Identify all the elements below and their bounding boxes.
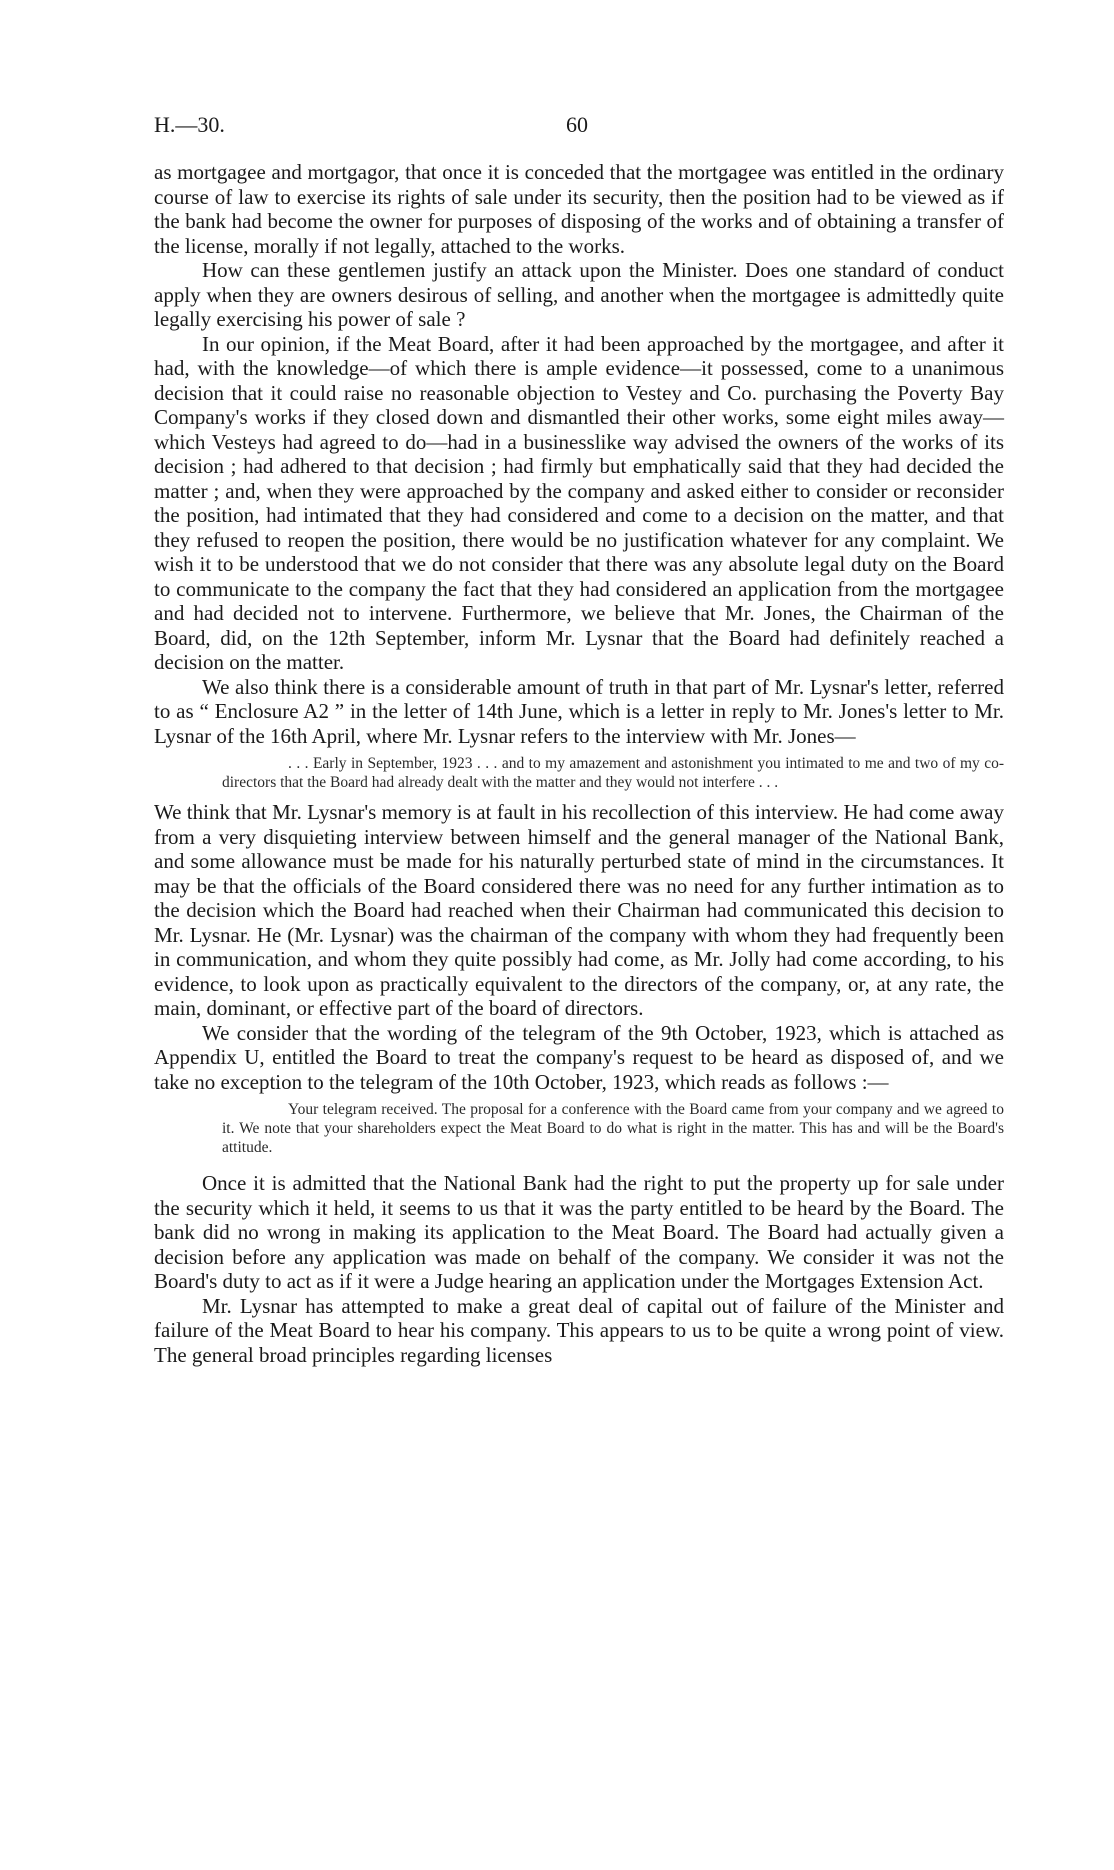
page-body — [154, 160, 1004, 1367]
paragraph-lysnar-memory: We think that Mr. Lysnar's memory is at fault in his recollection of this interview. He had come away from a very disquieting interview between himself and the general manager of the National Bank, and some allowance must be made for his naturally perturbed state of mind in the circumstances. It may be that the officials of the Board considered there was no need for any further intimation as to the decision which the Board had reached when their Chairman had communicated this decision to Mr. Lysnar. He (Mr. Lysnar) was the chairman of the company with whom they had frequently been in communication, and whom they quite possibly had come, as Mr. Jolly had come according, to his evidence, to look upon as practically equivalent to the directors of the company, or, at any rate, the main, dominant, or effective part of the board of directors. — [154, 800, 1004, 1020]
page-header — [154, 112, 1004, 148]
paragraph-telegram: We consider that the wording of the telegram of the 9th October, 1923, which is attached as Appendix U, entitled the Board to treat the company's request to be heard as disposed of, and we take no exception to the telegram of the 10th October, 1923, which reads as follows :— — [154, 1020, 1004, 1094]
quote-telegram: Your telegram received. The proposal for a conference with the Board came from your company and we agreed to it. We note that your shareholders expect the Meat Board to do what is right in the matter. This has and will be the Board's attitude. — [222, 1101, 1004, 1156]
paragraph-minister-attack: How can these gentlemen justify an attack upon the Minister. Does one standard of conduct apply when they are owners desirous of selling, and another when the mortgagee is admittedly quite legally exercising his power of sale ? — [154, 258, 1004, 331]
paragraph-lysnar-letter: We also think there is a considerable amount of truth in that part of Mr. Lysnar's letter, referred to as “ Enclosure A2 ” in the letter of 14th June, which is a letter in reply to Mr. Jones's letter to Mr. Lysnar of the 16th April, where Mr. Lysnar refers to the interview with Mr. Jones— — [154, 674, 1004, 748]
quote-lysnar-letter: . . . Early in September, 1923 . . . and to my amazement and astonishment you intimated to me and two of my co-directors that the Board had already dealt with the matter and they would not interfere . . . — [222, 755, 1004, 791]
paragraph-capital-failure: Mr. Lysnar has attempted to make a great deal of capital out of failure of the Minister and failure of the Meat Board to hear his company. This appears to us to be quite a wrong point of view. The general broad principles regarding licenses — [154, 1293, 1004, 1367]
document-reference: H.—30. — [154, 112, 225, 137]
paragraph-national-bank: Once it is admitted that the National Bank had the right to put the property up for sale under the security which it held, it seems to us that it was the party entitled to be heard by the Board. The bank did no wrong in making its application to the Meat Board. The Board had actually given a decision before any application was made on behalf of the company. We consider it was not the Board's duty to act as if it were a Judge hearing an application under the Mortgages Extension Act. — [154, 1171, 1004, 1293]
paragraph-board-opinion: In our opinion, if the Meat Board, after it had been approached by the mortgagee, and after it had, with the knowledge—of which there is ample evidence—it possessed, come to a unanimous decision that it could raise no reasonable objection to Vestey and Co. purchasing the Poverty Bay Company's works if they closed down and dismantled their other works, some eight miles away—which Vesteys had agreed to do—had in a businesslike way advised the owners of the works of its decision ; had adhered to that decision ; had firmly but emphatically said that they had decided the matter ; and, when they were approached by the company and asked either to consider or reconsider the position, had intimated that they had considered and come to a decision on the matter, and that they refused to reopen the position, there would be no justification whatever for any complaint. We wish it to be understood that we do not consider that there was any absolute legal duty on the Board to communicate to the company the fact that they had considered an application from the mortgagee and had decided not to intervene. Furthermore, we believe that Mr. Jones, the Chairman of the Board, did, on the 12th September, inform Mr. Lysnar that the Board had definitely reached a decision on the matter. — [154, 331, 1004, 674]
paragraph-continuation: as mortgagee and mortgagor, that once it is conceded that the mortgagee was entitled in the ordinary course of law to exercise its rights of sale under its security, then the position had to be viewed as if the bank had become the owner for purposes of disposing of the works and of obtaining a transfer of the license, morally if not legally, attached to the works. — [154, 160, 1004, 258]
page-number: 60 — [566, 112, 588, 137]
